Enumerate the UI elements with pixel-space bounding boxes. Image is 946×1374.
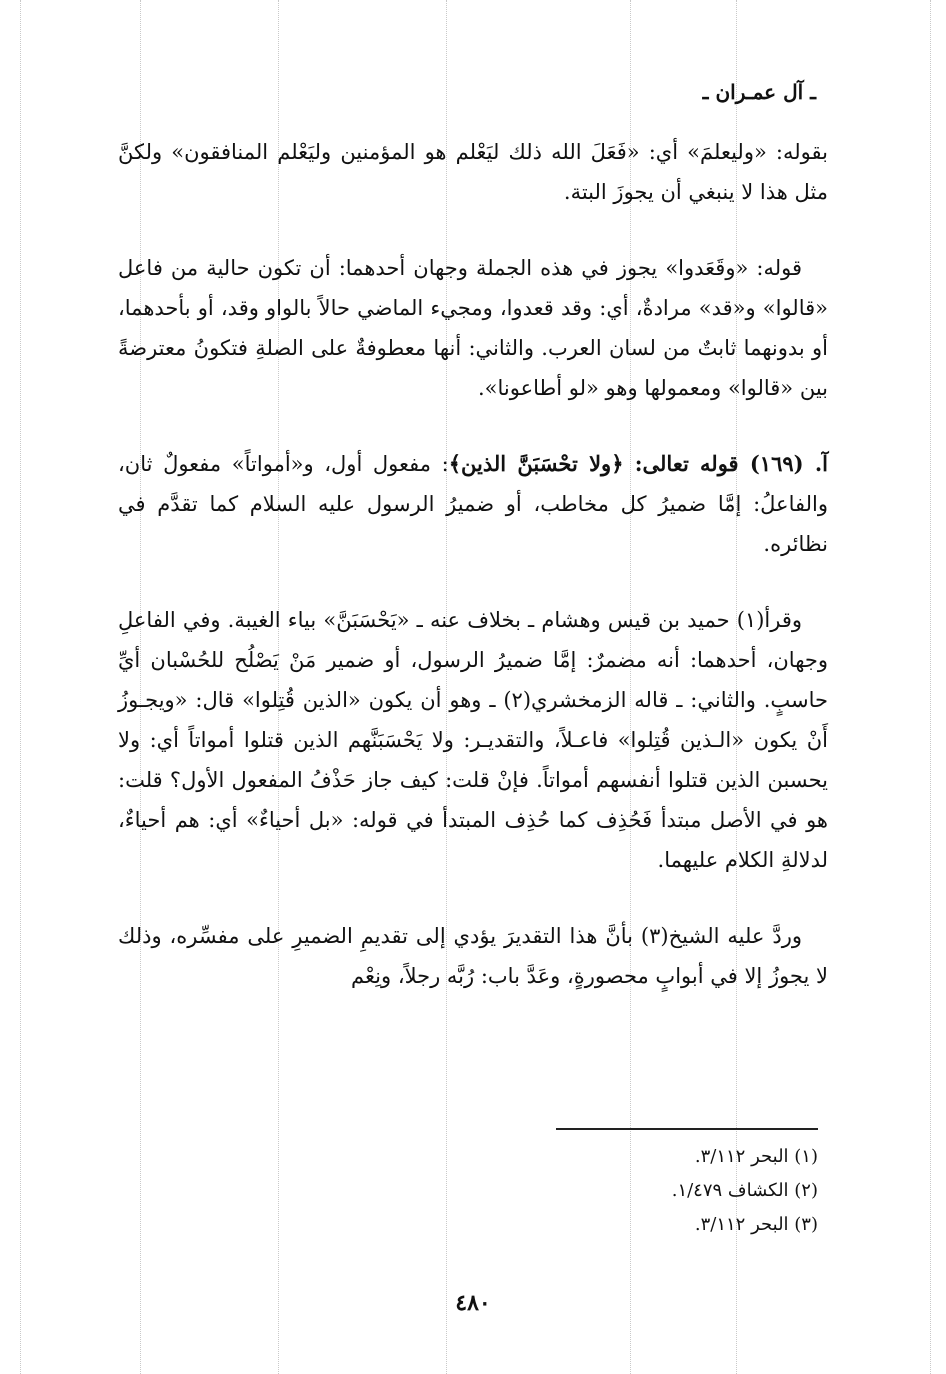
body-text — [118, 132, 828, 996]
footnote-divider — [556, 1128, 818, 1130]
verse-paragraph — [118, 444, 828, 564]
footnote: (٢) الكشاف ١/٤٧٩. — [671, 1180, 818, 1201]
verse-heading: آ. (١٦٩) قوله تعالى: ﴿ولا تحْسَبَنَّ الذين﴾ — [448, 451, 828, 476]
paragraph: وردَّ عليه الشيخ(٣) بأنَّ هذا التقديرَ يؤدي إلى تقديمِ الضميرِ على مفسِّره، وذلك لا يجوزُ إلا في أبوابٍ محصورةٍ، وعَدَّ باب: رُبَّه رجلاً، ونِعْم — [118, 924, 828, 988]
margin-guide — [20, 0, 21, 1374]
paragraph: بقوله: «وليعلمَ» أي: «فَعَلَ الله ذلك ليَعْلم هو المؤمنين وليَعْلم المنافقون» ولكنَّ مثل هذا لا ينبغي أن يجوزَ البتة. — [118, 140, 828, 204]
footnote: (١) البحر ٣/١١٢. — [694, 1146, 818, 1167]
margin-guide — [930, 0, 931, 1374]
verse-commentary: : مفعول أول، و«أمواتاً» مفعولٌ ثان، والفاعلُ: إمَّا ضميرُ كل مخاطب، أو ضميرُ الرسول عليه السلام كما تقدَّم في نظائره. — [118, 452, 828, 556]
running-head: ـ آل عمـران ـ — [702, 80, 816, 104]
footnote: (٣) البحر ٣/١١٢. — [694, 1214, 818, 1235]
paragraph: قوله: «وقَعَدوا» يجوز في هذه الجملة وجهان أحدهما: أن تكون حالية من فاعل «قالوا» و«قد» مرادةٌ، أي: وقد قعدوا، ومجيء الماضي حالاً بالواو وقد، أو بأحدهما، أو بدونهما ثابتٌ من لسان العرب. والثاني: أنها معطوفةٌ على الصلةِ فتكونُ معترضةً بين «قالوا» ومعمولها وهو «لو أطاعونا». — [118, 256, 828, 400]
page-number: ٤٨٠ — [455, 1290, 491, 1316]
paragraph: وقرأ(١) حميد بن قيس وهشام ـ بخلاف عنه ـ «يَحْسَبَنَّ» بياء الغيبة. وفي الفاعلِ وجهان، أحدهما: أنه مضمرٌ: إمَّا ضميرُ الرسول، أو ضمير مَنْ يَصْلُح للحُسْبان أيِّ حاسبٍ. والثاني: ـ قاله الزمخشري(٢) ـ وهو أن يكون «الذين قُتِلوا» قال: «ويجـوزُ أَنْ يكون «الـذين قُتِلوا» فاعـلاً، والتقديـر: ولا يَحْسَبَنَّهم الذين قتلوا أمواتاً أي: ولا يحسبن الذين قتلوا أنفسهم أمواتاً. فإنْ قلت: كيف جاز حَذْفُ المفعول الأول؟ قلت: هو في الأصل مبتدأ فَحُذِف كما حُذِف المبتدأ في قوله: «بل أحياءٌ» أي: هم أحياءٌ، لدلالةِ الكلام عليهما. — [118, 608, 828, 872]
footnotes — [318, 1140, 818, 1242]
